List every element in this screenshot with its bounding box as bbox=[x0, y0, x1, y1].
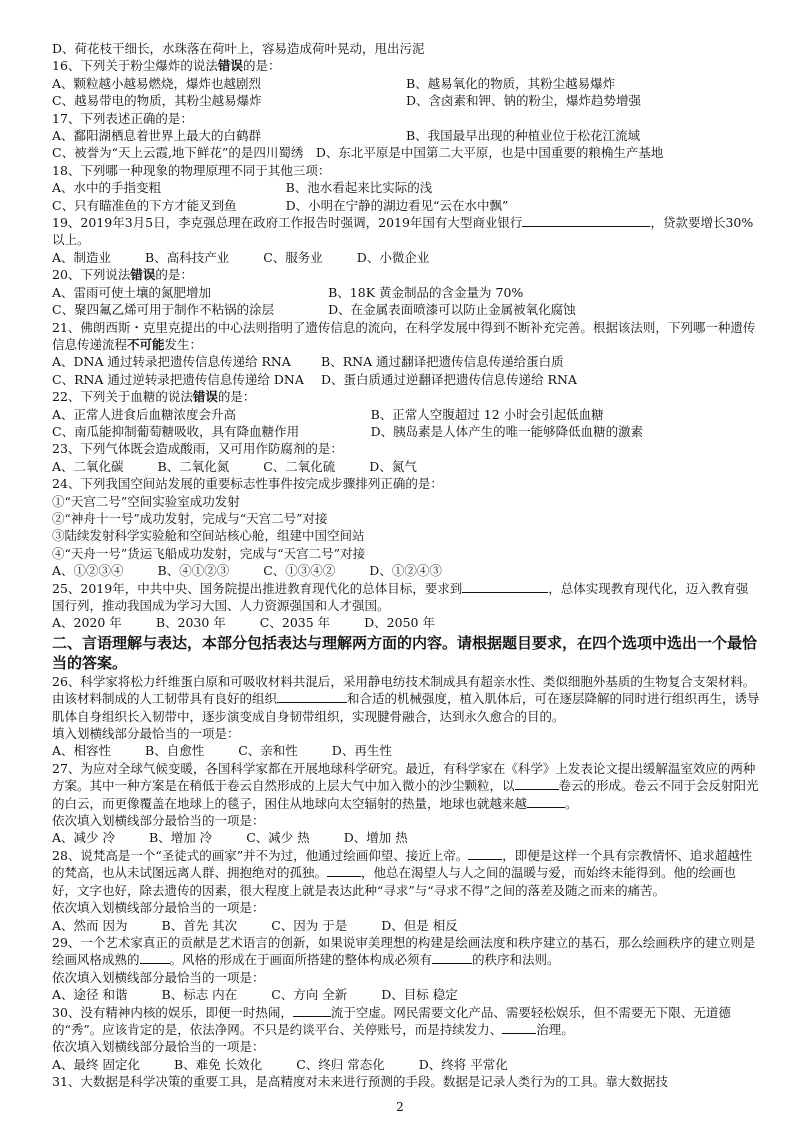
q24-event-3: ③陆续发射科学实验舱和空间站核心舱，组建中国空间站 bbox=[52, 528, 365, 544]
section-heading: 二、言语理解与表达，本部分包括表达与理解两方面的内容。请根据题目要求，在四个选项中选出一个最恰当的答案。 bbox=[52, 633, 758, 672]
answer-blank bbox=[327, 864, 361, 877]
q28-options: A、然而 因为 B、首先 其次 C、因为 于是 D、但是 相反 bbox=[52, 917, 458, 933]
q30-stem: 30、没有精神内核的娱乐，即便一时热闹， 流于空虚。网民需要文化产品、需要轻松娱乐，但不需要无下限、无道德的“秀”。应该肯定的是，依法净网。不只是约谈平台、关停账号，而是持续发力、 治理。 bbox=[52, 1004, 731, 1037]
q18-options-row-2: C、只有瞄准鱼的下方才能叉到鱼 D、小明在宁静的湖边看见“云在水中飘” bbox=[52, 197, 509, 213]
q21-stem: 21、佛朗西斯・克里克提出的中心法则指明了遗传信息的流向，在科学发展中得到不断补充完善。根据该法则，下列哪一种遗传信息传递流程不可能发生： bbox=[52, 319, 756, 352]
answer-blank bbox=[140, 951, 170, 964]
answer-blank bbox=[527, 795, 565, 808]
answer-blank bbox=[277, 690, 347, 703]
q23-options: A、二氧化碳 B、二氧化氮 C、二氧化硫 D、氮气 bbox=[52, 458, 417, 474]
q26-options: A、相容性 B、自愈性 C、亲和性 D、再生性 bbox=[52, 743, 392, 759]
q19-options: A、制造业 B、高科技产业 C、服务业 D、小微企业 bbox=[52, 249, 430, 265]
q23-stem: 23、下列气体既会造成酸雨，又可用作防腐剂的是： bbox=[52, 441, 343, 457]
answer-blank bbox=[468, 847, 502, 860]
q16-options-row-1: A、颗粒越小越易燃烧，爆炸也越剧烈 B、越易氧化的物质，其粉尘越易爆炸 bbox=[52, 75, 616, 91]
q25-stem: 25、2019年，中共中央、国务院提出推进教育现代化的总体目标，要求到 ，总体实现教育现代化，迈入教育强国行列，推动我国成为学习大国、人力资源强国和人才强国。 bbox=[52, 580, 749, 613]
q30-instruction: 依次填入划横线部分最恰当的一项是： bbox=[52, 1039, 265, 1055]
q26-instruction: 填入划横线部分最恰当的一项是： bbox=[52, 726, 240, 742]
answer-blank bbox=[522, 214, 650, 227]
q27-options: A、减少 冷 B、增加 冷 C、减少 热 D、增加 热 bbox=[52, 830, 408, 846]
q22-options-row-2: C、南瓜能抑制葡萄糖吸收，具有降血糖作用 D、胰岛素是人体产生的唯一能够降低血糖的激素 bbox=[52, 423, 644, 439]
answer-blank bbox=[502, 1021, 536, 1034]
q29-instruction: 依次填入划横线部分最恰当的一项是： bbox=[52, 969, 265, 985]
q31-stem: 31、大数据是科学决策的重要工具，是高精度对未来进行预测的手段。数据是记录人类行为的工具。靠大数据技 bbox=[52, 1074, 668, 1090]
q17-options-row-1: A、鄱阳湖栖息着世界上最大的白鹤群 B、我国最早出现的种植业位于松花江流域 bbox=[52, 128, 641, 144]
answer-blank bbox=[293, 1004, 331, 1017]
q24-stem: 24、下列我国空间站发展的重要标志性事件按完成步骤排列正确的是： bbox=[52, 476, 443, 492]
q20-options-row-2: C、聚四氟乙烯可用于制作不粘锅的涂层 D、在金属表面喷漆可以防止金属被氧化腐蚀 bbox=[52, 302, 576, 318]
answer-blank bbox=[432, 951, 472, 964]
q27-stem: 27、为应对全球气候变暖，各国科学家都在开展地球科学研究。最近，有科学家在《科学》上发表论文提出缓解温室效应的两种方案。其中一种方案是在稍低于卷云自然形成的上层大气中加入微小的沙尘颗粒，以 卷云的形成。卷云不同于会反射阳光的白云，而更像覆盖在地球上的毯子，困住从地球向太空辐射的热量，地球也就越来越 。 bbox=[52, 760, 759, 811]
q19-stem: 19、2019年3月5日，李克强总理在政府工作报告时强调，2019年国有大型商业银行 ，贷款要增长30%以上。 bbox=[52, 215, 754, 248]
q21-options-row-1: A、DNA 通过转录把遗传信息传递给 RNA B、RNA 通过翻译把遗传信息传递给蛋白质 bbox=[52, 354, 564, 370]
q22-stem: 22、下列关于血糖的说法错误的是： bbox=[52, 389, 256, 405]
q26-stem: 26、科学家将松力纤维蛋白原和可吸收材料共混后，采用静电纺技术制成具有超亲水性、类似细胞外基质的生物复合支架材料。由该材料制成的人工韧带具有良好的组织 和合适的机械强度，植入肌体后，可在逐层降解的同时进行组织再生，诱导肌体自身组织长入韧带中，逐步演变成自身韧带组织，实现腱骨融合，达到永久愈合的目的。 bbox=[52, 673, 760, 724]
q18-stem: 18、下列哪一种现象的物理原理不同于其他三项： bbox=[52, 162, 331, 178]
q16-stem: 16、下列关于粉尘爆炸的说法错误的是： bbox=[52, 58, 281, 74]
answer-blank bbox=[462, 580, 548, 593]
q27-instruction: 依次填入划横线部分最恰当的一项是： bbox=[52, 813, 265, 829]
q24-options: A、①②③④ B、④①②③ C、①③④② D、①②④③ bbox=[52, 563, 442, 579]
question-body bbox=[52, 40, 760, 1091]
q20-options-row-1: A、雷雨可使土壤的氮肥增加 B、18K 黄金制品的含金量为 70% bbox=[52, 284, 524, 300]
q28-stem: 28、说梵高是一个“圣徒式的画家”并不为过，他通过绘画仰望、接近上帝。 ，即便是这样一个具有宗教情怀、追求超越性的梵高，也从未试图远离人群、拥抱绝对的孤独。 ，他总在渴望人与人之间的温暖与爱，而始终未能得到。他的绘画也好，文字也好，除去遗传的因素，很大程度上就是表达此种“寻求”与“寻求不得”之间的落差及随之而来的痛苦。 bbox=[52, 847, 753, 898]
q24-event-4: ④“天舟一号”货运飞船成功发射，完成与“天宫二号”对接 bbox=[52, 545, 366, 561]
q17-stem: 17、下列表述正确的是： bbox=[52, 110, 193, 126]
q21-options-row-2: C、RNA 通过逆转录把遗传信息传递给 DNA D、蛋白质通过逆翻译把遗传信息传递给 RNA bbox=[52, 371, 577, 387]
q29-options: A、途径 和谐 B、标志 内在 C、方向 全新 D、目标 稳定 bbox=[52, 987, 458, 1003]
answer-blank bbox=[515, 777, 559, 790]
q15-option-d: D、荷花枝干细长，水珠落在荷叶上，容易造成荷叶晃动，甩出污泥 bbox=[52, 41, 425, 56]
q30-options: A、最终 固定化 B、难免 长效化 C、终归 常态化 D、终将 平常化 bbox=[52, 1056, 508, 1072]
q18-options-row-1: A、水中的手指变粗 B、池水看起来比实际的浅 bbox=[52, 180, 433, 196]
q24-event-2: ②“神舟十一号”成功发射，完成与“天宫二号”对接 bbox=[52, 510, 328, 526]
q25-options: A、2020 年 B、2030 年 C、2035 年 D、2050 年 bbox=[52, 615, 435, 631]
q20-stem: 20、下列说法错误的是： bbox=[52, 267, 193, 283]
q28-instruction: 依次填入划横线部分最恰当的一项是： bbox=[52, 900, 265, 916]
page-number: 2 bbox=[396, 1100, 404, 1114]
q29-stem: 29、一个艺术家真正的贡献是艺术语言的创新，如果说审美理想的构建是绘画法度和秩序建立的基石，那么绘画秩序的建立则是绘画风格成熟的 。风格的形成在于画面所搭建的整体构成必须有 的秩序和法则。 bbox=[52, 934, 756, 968]
q22-options-row-1: A、正常人进食后血糖浓度会升高 B、正常人空腹超过 12 小时会引起低血糖 bbox=[52, 406, 604, 422]
q24-event-1: ①“天宫二号”空间实验室成功发射 bbox=[52, 493, 240, 509]
q17-options-row-2: C、被誉为“天上云霞,地下鲜花”的是四川蜀绣 D、东北平原是中国第二大平原，也是中国重要的粮桷生产基地 bbox=[52, 145, 664, 161]
q16-options-row-2: C、越易带电的物质，其粉尘越易爆炸 D、含卤素和钾、钠的粉尘，爆炸趋势增强 bbox=[52, 93, 642, 109]
